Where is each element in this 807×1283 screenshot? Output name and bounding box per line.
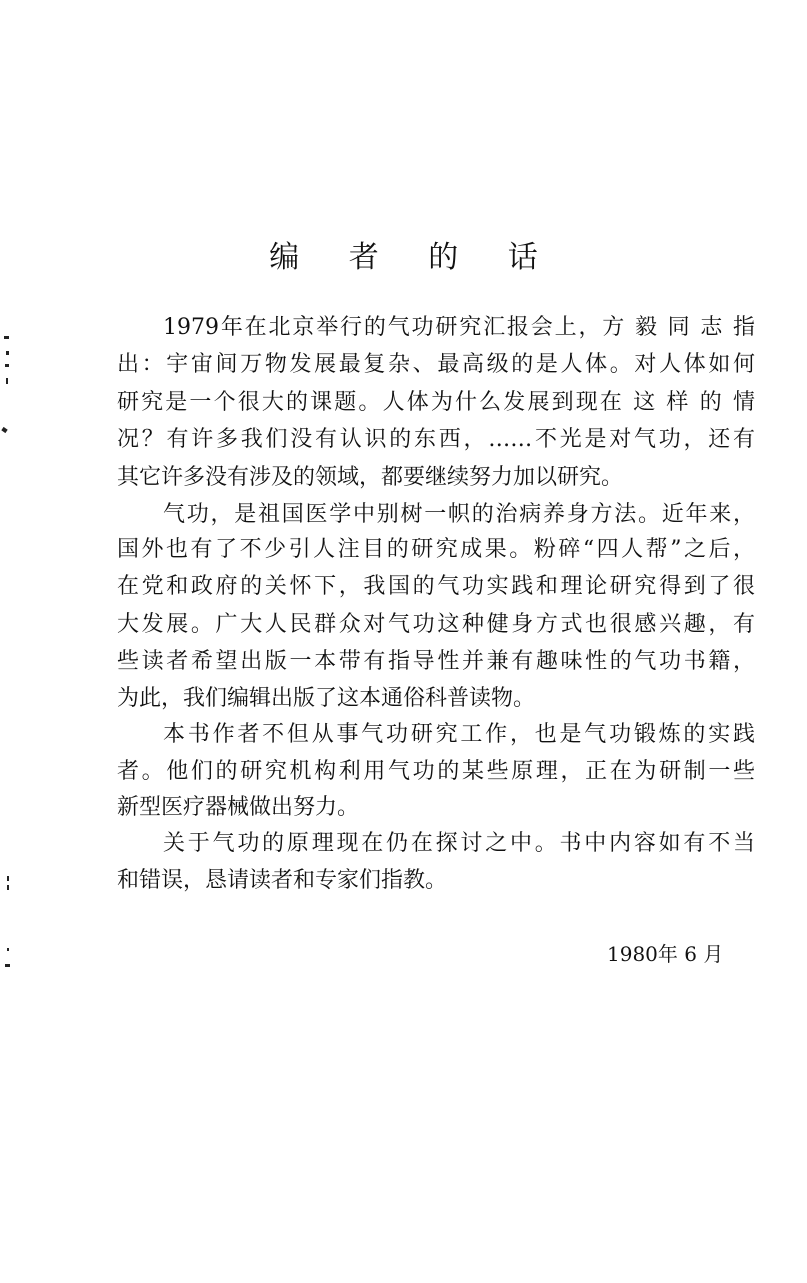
- paragraph-1-line-5: 其它许多没有涉及的领域，都要继续努力加以研究。: [117, 465, 624, 490]
- paragraph-3-line-3: 新型医疗器械做出努力。: [117, 795, 360, 820]
- paragraph-1-line-2: 出：宇宙间万物发展最复杂、最高级的是人体。对人体如何: [117, 352, 755, 377]
- paragraph-4-line-1: 关于气功的原理现在仍在探讨之中。书中内容如有不当: [163, 831, 755, 856]
- scan-speck: [7, 948, 9, 951]
- paragraph-2-line-5: 些读者希望出版一本带有指导性并兼有趣味性的气功书籍，: [117, 649, 755, 674]
- paragraph-2-line-1: 气功，是祖国医学中别树一帜的治病养身方法。近年来，: [163, 502, 755, 527]
- scan-speck: [7, 885, 9, 890]
- paragraph-3-line-2: 者。他们的研究机构利用气功的某些原理，正在为研制一些: [117, 759, 755, 784]
- paragraph-1-line-1: 1979年在北京举行的气功研究汇报会上，方 毅 同 志 指: [163, 315, 755, 340]
- paragraph-4-line-2: 和错误，恳请读者和专家们指教。: [117, 868, 448, 893]
- scan-speck: [5, 364, 9, 367]
- paragraph-2-line-3: 在党和政府的关怀下，我国的气功实践和理论研究得到了很: [117, 574, 755, 599]
- scan-speck: [1, 427, 7, 433]
- paragraph-1-line-4: 况？有许多我们没有认识的东西，……不光是对气功，还有: [117, 427, 755, 452]
- scan-speck: [4, 336, 9, 339]
- paragraph-1-line-3: 研究是一个很大的课题。人体为什么发展到现在 这 样 的 情: [117, 390, 755, 415]
- scan-speck: [7, 876, 9, 881]
- paragraph-2-line-6: 为此，我们编辑出版了这本通俗科普读物。: [117, 686, 536, 711]
- date-line: 1980年 6 月: [607, 942, 724, 966]
- scan-speck: [6, 351, 9, 355]
- scan-speck: [6, 378, 8, 384]
- paragraph-2-line-2: 国外也有了不少引人注目的研究成果。粉碎“四人帮”之后，: [117, 537, 755, 562]
- paragraph-3-line-1: 本书作者不但从事气功研究工作，也是气功锻炼的实践: [163, 722, 755, 747]
- scan-speck: [5, 964, 10, 967]
- paragraph-2-line-4: 大发展。广大人民群众对气功这种健身方式也很感兴趣，有: [117, 612, 755, 637]
- page-title: 编 者 的 话: [269, 240, 558, 275]
